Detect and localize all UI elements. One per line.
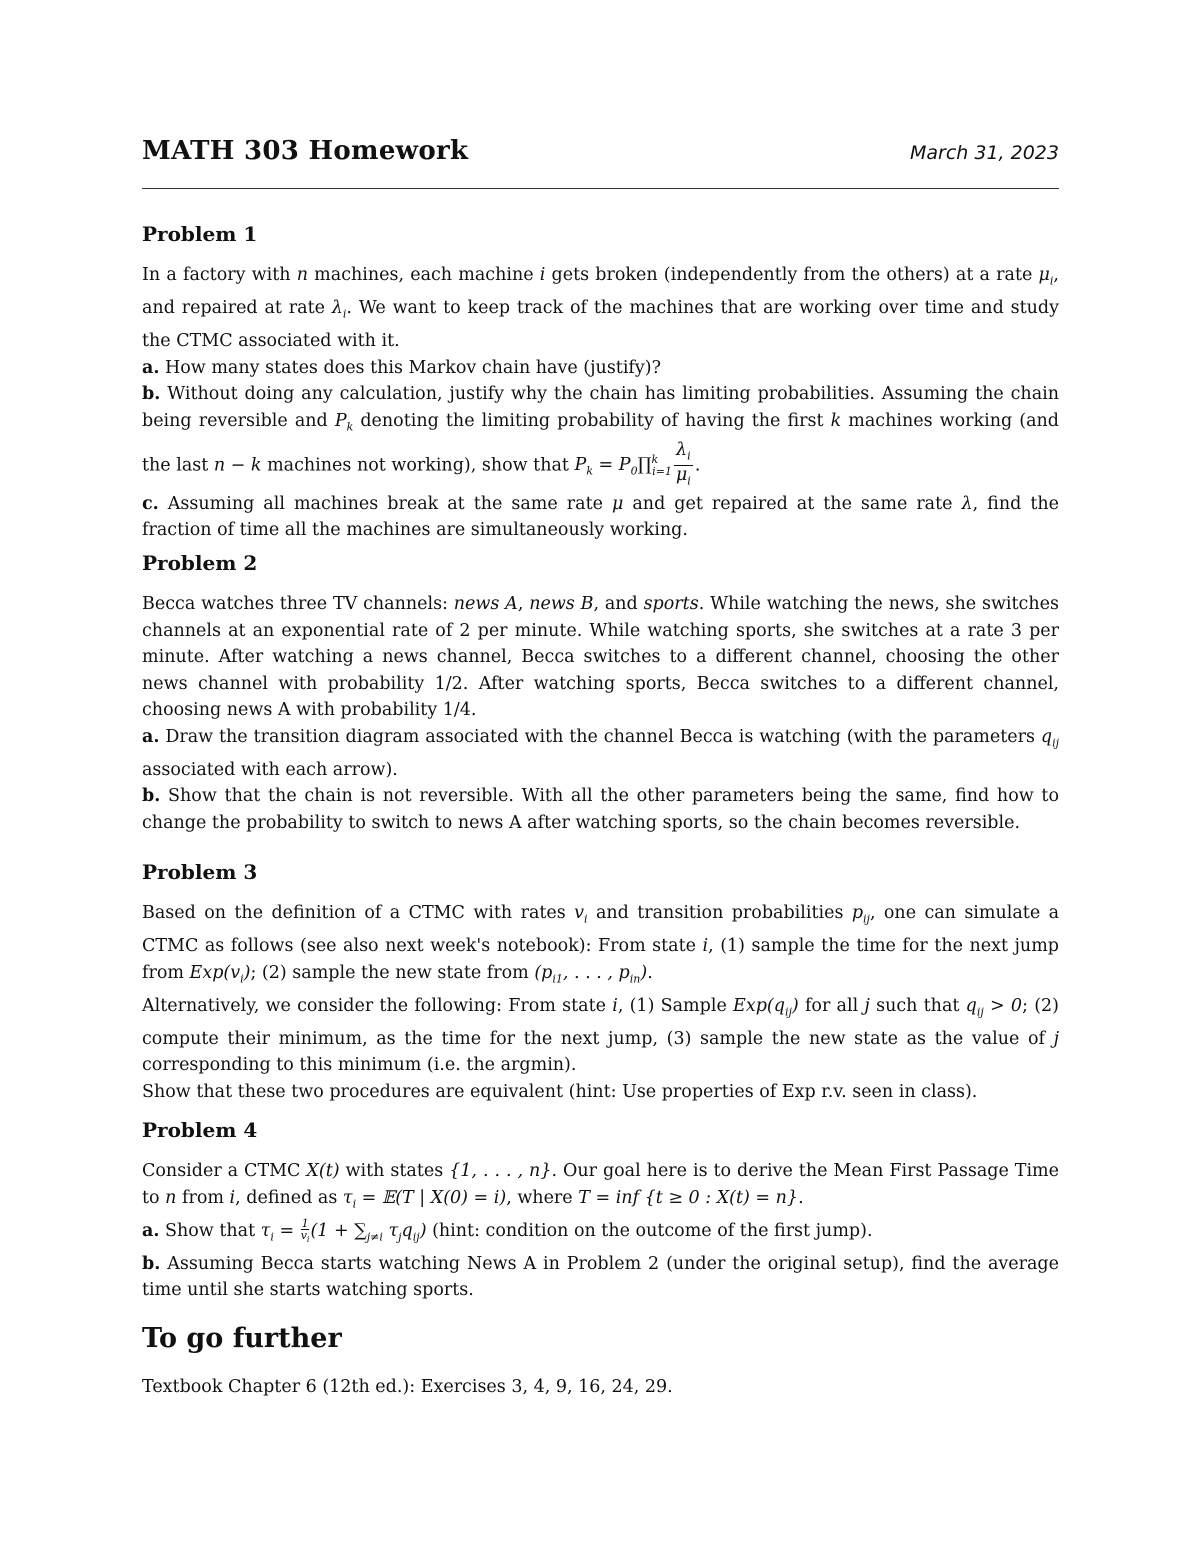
problem-4-intro: Consider a CTMC X(t) with states {1, . . . , n}. Our goal here is to derive the Mean First Passage Time to n from i, defined as $\tau_i$ = 𝔼(T | X(0) = i), where T = inf {t ≥ 0 : X(t) = n}. [142, 1161, 1059, 1210]
further-text: Textbook Chapter 6 (12th ed.): Exercises 3, 4, 9, 16, 24, 29. [142, 1377, 673, 1397]
problem-3-paragraph-1: Based on the definition of a CTMC with rates $v_i$ and transition probabilities $p_{ij}$, one can simulate a CTMC as follows (see also next week's notebook): From state i, (1) sample the time for the next jump from $Exp(v_i)$; (2) sample the new state from ($p_{i1}$, . . . , $p_{in}$). [142, 903, 1060, 985]
problem-3-paragraph-2: Alternatively, we consider the following: From state i, (1) Sample $Exp(q_{ij})$ for all j such that $q_{ij} > 0$; (2) compute their minimum, as the time for the next jump, (3) sample the new state as the value of j corresponding to this minimum (i.e. the argmin). [142, 995, 1059, 1075]
problem-4 [142, 1118, 1059, 1304]
problem-2-intro: Becca watches three TV channels: news A, news B, and sports. While watching the news, she switches channels at an exponential rate of 2 per minute. While watching sports, she switches at a rate 3 per minute. After watching a news channel, Becca switches to a different channel, choosing the other news channel with probability 1/2. After watching sports, Becca switches to a different channel, choosing news A with probability 1/4. [142, 594, 1059, 720]
problem-1-part-a: a. How many states does this Markov chain have (justify)? [142, 357, 662, 378]
problem-1-part-b: b. Without doing any calculation, justify why the chain has limiting probabilities. Assuming the chain being reversible and $P_k$ denoting the limiting probability of having the first k machines working (and the last n − k machines not working), show that $P_k$ = $P_0\prod^k_{i=1}$ $\frac{\lambda_i}{\mu_i}$ . [142, 384, 1060, 488]
problem-1-part-c: c. Assuming all machines break at the same rate μ and get repaired at the same rate λ, find the fraction of time all the machines are simultaneously working. [142, 493, 1060, 540]
problem-3-title: Problem 3 [142, 860, 258, 884]
problem-2 [142, 551, 1059, 836]
problem-3-paragraph-3: Show that these two procedures are equivalent (hint: Use properties of Exp r.v. seen in class). [142, 1081, 978, 1102]
problem-2-part-a: a. Draw the transition diagram associated with the channel Becca is watching (with the parameters $q_{ij}$ associated with each arrow). [142, 726, 1059, 780]
document-date: March 31, 2023 [910, 142, 1059, 164]
problem-1-intro: In a factory with n machines, each machine i gets broken (independently from the others) at a rate $\mu_i$, and repaired at rate $\lambda_i$. We want to keep track of the machines that are working over time and study the CTMC associated with it. [142, 265, 1059, 351]
problem-4-part-a: a. Show that $\tau_i$ = $\frac{1}{v_i}$ ($1 + \sum_{j\ne i}$ $\tau_jq_{ij}$) (hint: condition on the outcome of the first jump). [142, 1216, 873, 1244]
problem-3 [142, 860, 1059, 1105]
problem-4-body [142, 1158, 1059, 1304]
problem-4-part-b: b. Assuming Becca starts watching News A in Problem 2 (under the original setup), find the average time until she starts watching sports. [142, 1253, 1059, 1301]
problem-2-title: Problem 2 [142, 551, 258, 575]
problem-1 [142, 222, 1059, 544]
problem-3-body [142, 900, 1059, 1105]
problem-1-body [142, 262, 1059, 544]
document-title: MATH 303 Homework [142, 136, 469, 166]
problem-2-part-b: b. Show that the chain is not reversible. With all the other parameters being the same, find how to change the probability to switch to news A after watching sports, so the chain becomes reversible. [142, 786, 1059, 833]
further-section [142, 1323, 1059, 1401]
problem-4-title: Problem 4 [142, 1118, 258, 1142]
problem-2-body [142, 591, 1059, 836]
header-divider [142, 188, 1059, 189]
product-formula: $P_k$ = $P_0\prod^k_{i=1}$ $\frac{\lambda_i}{\mu_i}$ [574, 439, 691, 488]
further-title: To go further [142, 1323, 342, 1354]
problem-1-title: Problem 1 [142, 222, 258, 246]
document-header [142, 136, 1059, 176]
